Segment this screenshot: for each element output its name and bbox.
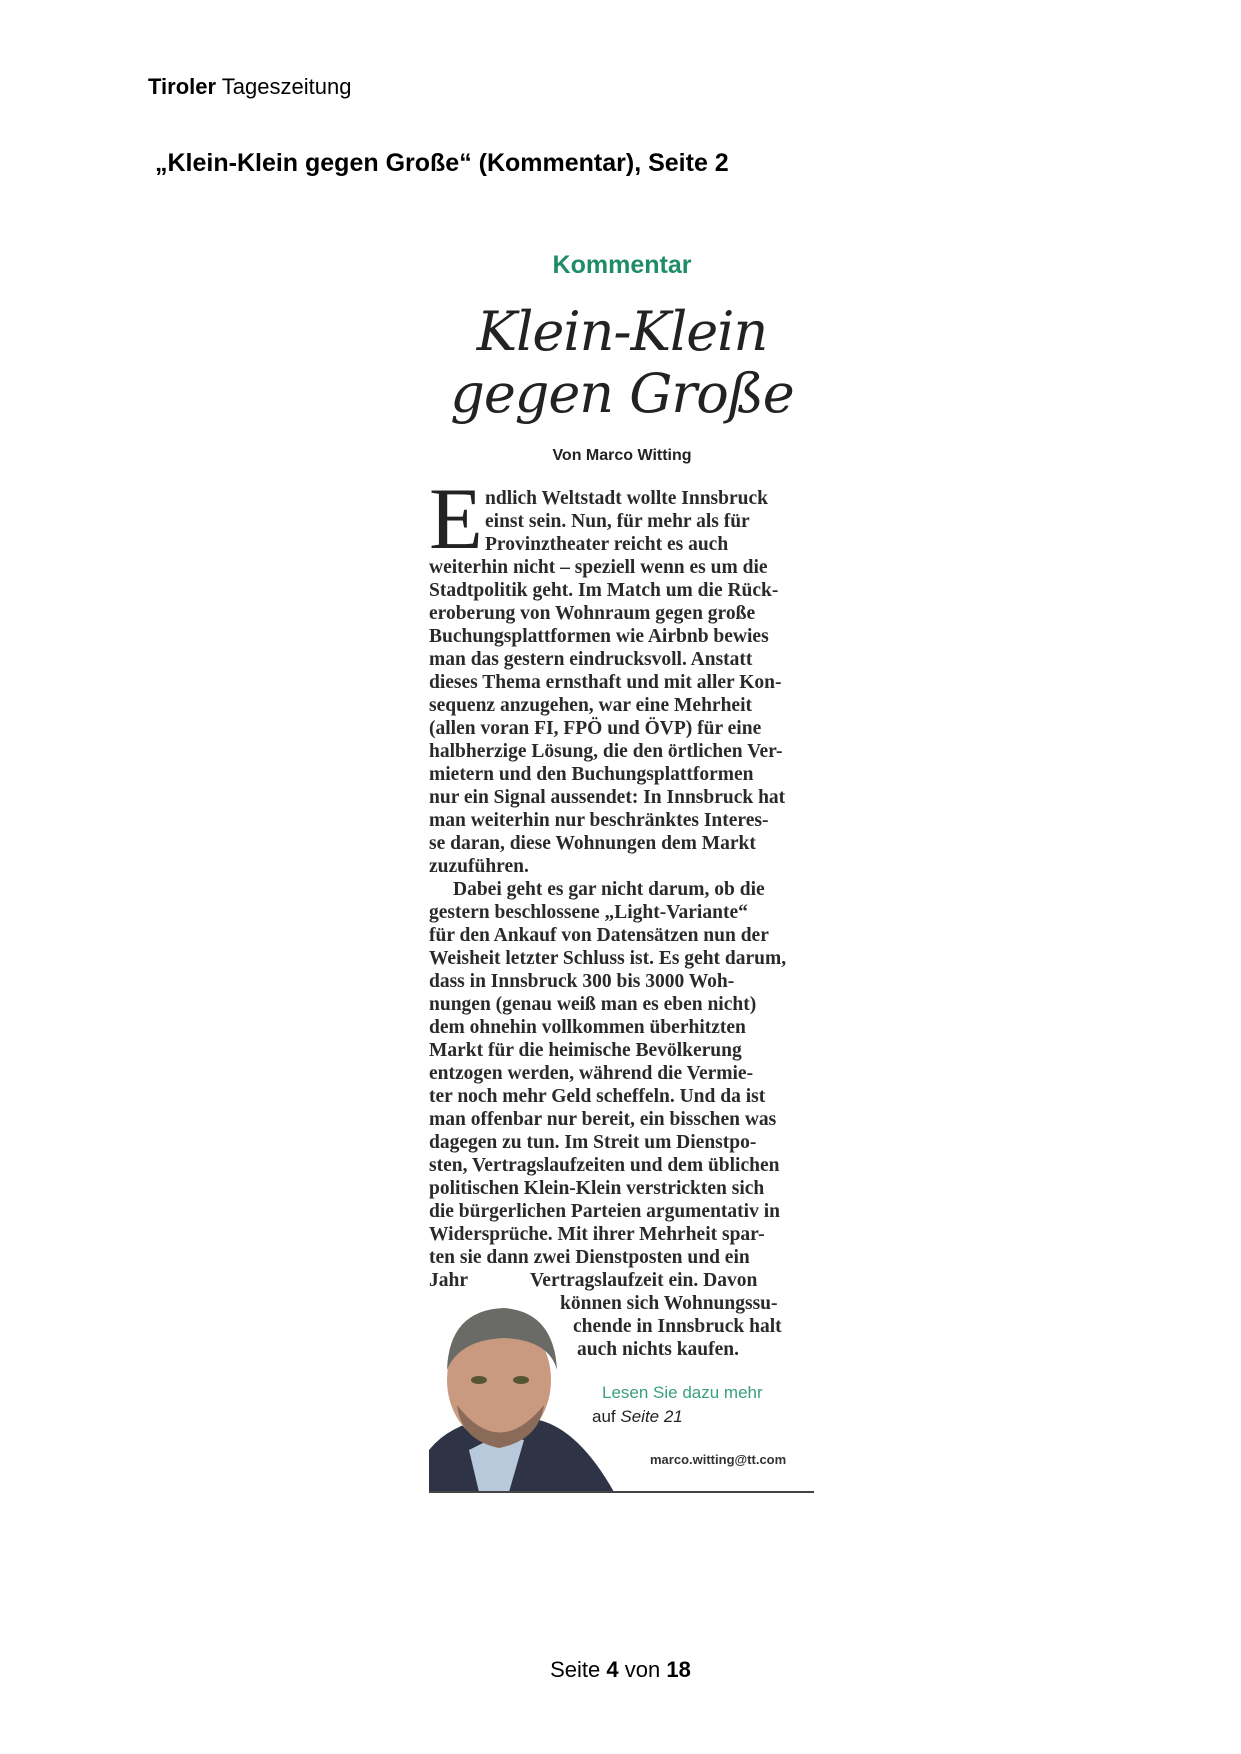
article-line: die bürgerlichen Parteien argumentativ in — [429, 1201, 780, 1222]
drop-cap: E — [429, 471, 483, 568]
article-line: entzogen werden, während die Vermie- — [429, 1063, 754, 1084]
article-line: können sich Wohnungssu- — [560, 1293, 778, 1314]
article-line: Buchungsplattformen wie Airbnb bewies — [429, 626, 769, 647]
article-line: Vertragslaufzeit ein. Davon — [530, 1270, 758, 1291]
article-line: dagegen zu tun. Im Streit um Dienstpo- — [429, 1132, 757, 1153]
footer-total: 18 — [666, 1657, 691, 1682]
article-line: se daran, diese Wohnungen dem Markt — [429, 833, 756, 854]
article-line: Stadtpolitik geht. Im Match um die Rück- — [429, 580, 779, 601]
article-line: Jahr — [429, 1270, 468, 1291]
read-more-prefix: auf — [592, 1407, 616, 1426]
article-line: ter noch mehr Geld scheffeln. Und da ist — [429, 1086, 766, 1107]
publication-name-bold: Tiroler — [148, 74, 217, 99]
article-line: politischen Klein-Klein verstrickten sich — [429, 1178, 765, 1199]
headline-line-1: Klein-Klein — [476, 300, 768, 363]
article-kicker: Kommentar — [552, 251, 692, 279]
article-line: gestern beschlossene „Light-Variante“ — [429, 902, 748, 923]
headline-line-2: gegen Große — [450, 362, 794, 425]
article-line: ten sie dann zwei Dienstposten und ein — [429, 1247, 750, 1268]
article-line: mietern und den Buchungsplattformen — [429, 764, 754, 785]
document-title: „Klein-Klein gegen Große“ (Kommentar), Seite 2 — [155, 149, 729, 177]
article-line: auch nichts kaufen. — [577, 1339, 739, 1360]
publication-name-rest: Tageszeitung — [221, 74, 352, 99]
article-line: dieses Thema ernsthaft und mit aller Kon- — [429, 672, 782, 693]
footer-prefix: Seite — [550, 1657, 601, 1682]
publication-name — [148, 74, 351, 100]
article-line: nungen (genau weiß man es eben nicht) — [429, 994, 757, 1015]
article-line: Dabei geht es gar nicht darum, ob die — [453, 879, 765, 900]
footer-page: 4 — [606, 1657, 619, 1682]
read-more-page — [592, 1407, 683, 1427]
article-line: Widersprüche. Mit ihrer Mehrheit spar- — [429, 1224, 765, 1245]
article-line: Weisheit letzter Schluss ist. Es geht darum, — [429, 948, 787, 969]
article-line: halbherzige Lösung, die den örtlichen Ver- — [429, 741, 783, 762]
article-line: sten, Vertragslaufzeiten und dem üblichen — [429, 1155, 780, 1176]
bottom-rule — [429, 1491, 814, 1493]
article-line: ndlich Weltstadt wollte Innsbruck — [485, 488, 768, 509]
footer-middle: von — [624, 1657, 661, 1682]
article-line: (allen voran FI, FPÖ und ÖVP) für eine — [429, 718, 762, 739]
article-line: für den Ankauf von Datensätzen nun der — [429, 925, 769, 946]
author-email: marco.witting@tt.com — [650, 1452, 787, 1467]
article-line: eroberung von Wohnraum gegen große — [429, 603, 756, 624]
article-line: man das gestern eindrucksvoll. Anstatt — [429, 649, 753, 670]
byline: Von Marco Witting — [552, 447, 692, 464]
article-line: zuzuführen. — [429, 856, 529, 877]
article-line: einst sein. Nun, für mehr als für — [485, 511, 750, 532]
article-line: nur ein Signal aussendet: In Innsbruck hat — [429, 787, 786, 808]
page-footer — [0, 1657, 1241, 1683]
article-line: man offenbar nur bereit, ein bisschen was — [429, 1109, 777, 1130]
article-line: Markt für die heimische Bevölkerung — [429, 1040, 742, 1061]
read-more-text: Lesen Sie dazu mehr — [602, 1383, 763, 1402]
article-line: Provinztheater reicht es auch — [485, 534, 729, 555]
article-line: man weiterhin nur beschränktes Interes- — [429, 810, 769, 831]
read-more-page-ref: Seite 21 — [620, 1407, 683, 1426]
article-line: dass in Innsbruck 300 bis 3000 Woh- — [429, 971, 735, 992]
article-line: weiterhin nicht – speziell wenn es um die — [429, 557, 768, 578]
article-line: sequenz anzugehen, war eine Mehrheit — [429, 695, 752, 716]
article-line: chende in Innsbruck halt — [573, 1316, 782, 1337]
article-line: dem ohnehin vollkommen überhitzten — [429, 1017, 746, 1038]
